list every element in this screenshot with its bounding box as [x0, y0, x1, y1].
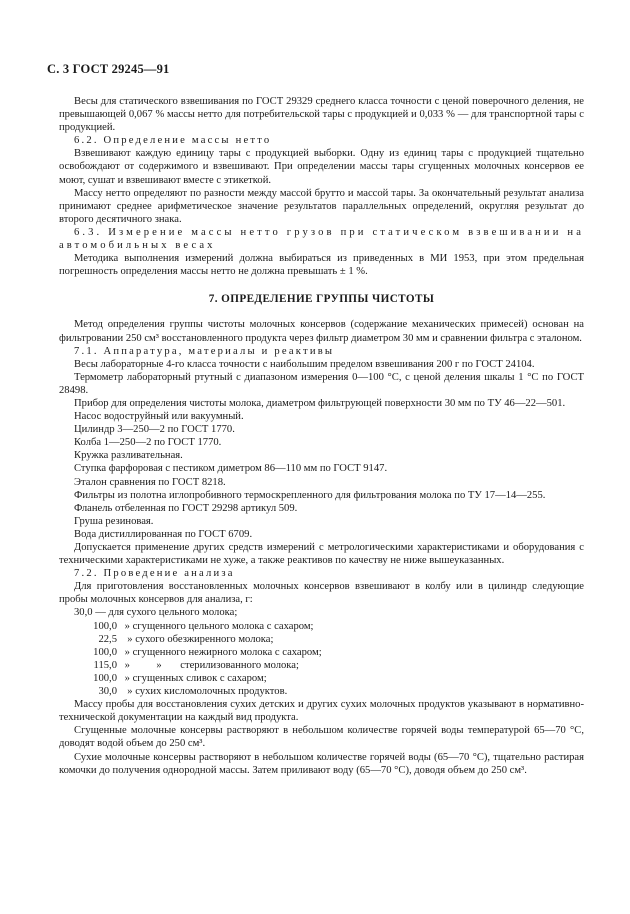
subsection-6-2-title: 6.2. Определение массы нетто	[74, 135, 272, 147]
sample-description: » сухого обезжиренного молока;	[122, 633, 274, 645]
sample-mass: 30,0	[98, 686, 117, 698]
sample-row	[59, 672, 584, 685]
sample-mass: 100,0	[93, 672, 117, 684]
paragraph-7-2-2: Массу пробы для восстановления сухих детских и других сухих молочных продуктов указывают в нормативно-технической документации на каждый вид продукта.	[59, 699, 584, 724]
sample-mass: 22,5	[98, 633, 117, 645]
sample-row	[59, 633, 584, 646]
sample-row	[59, 620, 584, 633]
subsection-7-1-title: 7.1. Аппаратура, материалы и реактивы	[74, 345, 335, 357]
paragraph-7-2-3: Сгущенные молочные консервы растворяют в небольшом количестве горячей воды температурой 65—70 °С, доводят водой объем до 250 см³.	[59, 725, 584, 750]
section-7-title: 7. ОПРЕДЕЛЕНИЕ ГРУППЫ ЧИСТОТЫ	[208, 293, 435, 306]
equipment-item: Колба 1—250—2 по ГОСТ 1770.	[74, 437, 222, 449]
equipment-item: Эталон сравнения по ГОСТ 8218.	[74, 476, 226, 488]
equipment-item: Термометр лабораторный ртутный с диапазоном измерения 0—100 °С, с ценой деления шкалы 1 °С по ГОСТ 28498.	[59, 371, 584, 396]
equipment-item: Вода дистиллированная по ГОСТ 6709.	[74, 528, 253, 540]
sample-description: » сгущенного цельного молока с сахаром;	[122, 620, 314, 632]
sample-row	[59, 659, 584, 672]
sample-description: » сгущенных сливок с сахаром;	[122, 672, 267, 684]
equipment-item: Прибор для определения чистоты молока, диаметром фильтрующей поверхности 30 мм по ТУ 46—22—501.	[74, 397, 566, 409]
page-content	[59, 95, 584, 777]
sample-list-first: 30,0 — для сухого цельного молока;	[74, 607, 238, 619]
sample-mass: 100,0	[93, 646, 117, 658]
equipment-item: Ступка фарфоровая с пестиком диметром 86—110 мм по ГОСТ 9147.	[74, 463, 388, 475]
equipment-item: Насос водоструйный или вакуумный.	[74, 411, 244, 423]
sample-description: » сухих кисломолочных продуктов.	[122, 686, 288, 698]
equipment-item: Цилиндр 3—250—2 по ГОСТ 1770.	[74, 424, 235, 436]
subsection-6-3-title: 6.3. Измерение массы нетто грузов при статическом взвешивании на автомобильных весах	[59, 226, 584, 252]
paragraph-scales: Весы для статического взвешивания по ГОСТ 29329 среднего класса точности с ценой поверочного деления, не превышающей 0,067 % массы нетто для потребительской тары с продукцией и 0,033 % — для транспортной тары с продукцией.	[59, 96, 584, 134]
sample-description: » » стерилизованного молока;	[122, 659, 299, 671]
equipment-item: Весы лабораторные 4-го класса точности с наибольшим пределом взвешивания 200 г по ГОСТ 24104.	[74, 358, 535, 370]
page-header: С. 3 ГОСТ 29245—91	[47, 62, 170, 76]
equipment-item: Груша резиновая.	[74, 515, 154, 527]
equipment-item: Фланель отбеленная по ГОСТ 29298 артикул 509.	[74, 502, 298, 514]
paragraph-6-3-1: Методика выполнения измерений должна выбираться из приведенных в МИ 1953, при этом предельная погрешность определения массы нетто не должна превышать ± 1 %.	[59, 253, 584, 278]
paragraph-7-intro: Метод определения группы чистоты молочных консервов (содержание механических примесей) основан на фильтровании 250 см³ восстановленного продукта через фильтр диаметром 30 мм и сравнении фильтра с эталоном.	[59, 319, 584, 344]
paragraph-7-2-1: Для приготовления восстановленных молочных консервов взвешивают в колбу или в цилиндр следующие пробы молочных консервов для анализа, г:	[59, 581, 584, 606]
sample-mass: 115,0	[93, 659, 117, 671]
paragraph-7-2-4: Сухие молочные консервы растворяют в небольшом количестве горячей воды (65—70 °С), тщательно растирая комочки до получения однородной массы. Затем приливают воду (65—70 °С), доводя объем до 250 см³.	[59, 751, 584, 776]
equipment-item: Допускается применение других средств измерений с метрологическими характеристиками и оборудования с техническими характеристиками не хуже, а также реактивов по качеству не ниже вышеуказанных.	[59, 542, 584, 567]
equipment-item: Фильтры из полотна иглопробивного термоскрепленного для фильтрования молока по ТУ 17—14—255.	[74, 489, 546, 501]
sample-row	[59, 646, 584, 659]
equipment-item: Кружка разливательная.	[74, 450, 183, 462]
paragraph-6-2-2: Массу нетто определяют по разности между массой брутто и массой тары. За окончательный результат анализа принимают среднее арифметическое значение результатов параллельных определений, округляя результат до второго десятичного знака.	[59, 187, 584, 225]
sample-mass: 100,0	[93, 620, 117, 632]
paragraph-6-2-1: Взвешивают каждую единицу тары с продукцией выборки. Одну из единиц тары с продукцией тщательно освобождают от содержимого и взвешивают. При определении массы тары сгущенных молочных консервов ее моют, сушат и взвешивают вместе с этикеткой.	[59, 148, 584, 186]
sample-row	[59, 685, 584, 698]
sample-description: » сгущенного нежирного молока с сахаром;	[122, 646, 322, 658]
subsection-7-2-title: 7.2. Проведение анализа	[74, 568, 235, 580]
